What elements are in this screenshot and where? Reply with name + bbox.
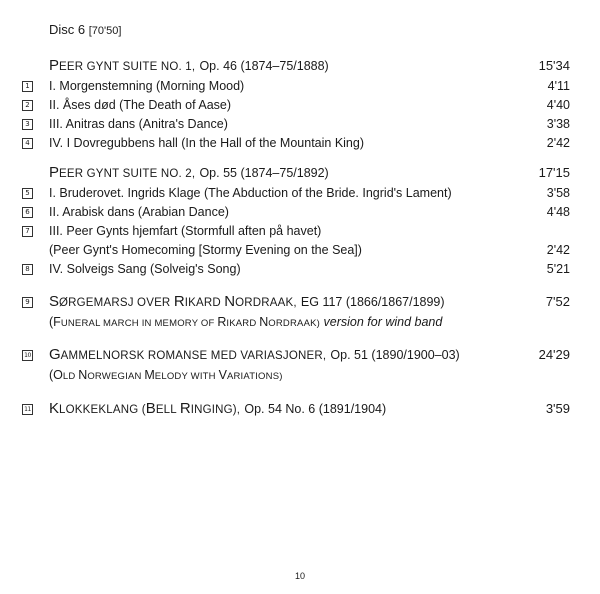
work-title: 11 KLOKKEKLANG (BELL RINGING), Op. 54 No. 6 (1891/1904) 3'59 <box>49 399 570 420</box>
work-title: PEER GYNT SUITE NO. 2, Op. 55 (1874–75/1892) 17'15 <box>49 164 570 181</box>
work-total-duration: 15'34 <box>538 58 570 73</box>
work-klokkeklang <box>24 399 570 420</box>
track-row-continued <box>49 241 570 260</box>
track-number: 5 <box>22 188 33 199</box>
work-total-duration: 3'59 <box>545 401 570 416</box>
track-row <box>25 203 570 222</box>
track-duration: 5'21 <box>546 262 570 276</box>
track-title: I. Bruderovet. Ingrids Klage (The Abduction of the Bride. Ingrid's Lament) <box>49 186 452 200</box>
work-version-note: version for wind band <box>323 315 443 329</box>
track-row <box>25 222 570 241</box>
track-duration: 3'38 <box>546 117 570 131</box>
work-title: PEER GYNT SUITE NO. 1, Op. 46 (1874–75/1888) 15'34 <box>49 57 570 74</box>
track-duration: 4'48 <box>546 205 570 219</box>
work-subtitle: (OLD NORWEGIAN MELODY WITH VARIATIONS) <box>49 368 283 382</box>
work-gammelnorsk-romanse <box>24 345 570 386</box>
track-number: 9 <box>22 297 33 308</box>
track-number: 2 <box>22 100 33 111</box>
work-peer-gynt-suite-2 <box>25 163 570 279</box>
track-title: I. Morgenstemning (Morning Mood) <box>49 79 245 93</box>
track-number: 3 <box>22 119 33 130</box>
disc-heading <box>49 22 121 37</box>
track-title: IV. Solveigs Sang (Solveig's Song) <box>49 262 241 276</box>
track-title: (Peer Gynt's Homecoming [Stormy Evening on the Sea]) <box>49 243 362 257</box>
track-number: 8 <box>22 264 33 275</box>
track-duration: 4'11 <box>547 79 570 93</box>
track-number: 10 <box>22 350 33 361</box>
track-number: 11 <box>22 404 33 415</box>
track-duration: 4'40 <box>546 98 570 112</box>
work-catalog: EG 117 (1866/1867/1899) <box>300 295 445 309</box>
work-title: 9 SØRGEMARSJ OVER RIKARD NORDRAAK, EG 117 (1866/1867/1899) 7'52 <box>49 292 570 313</box>
work-subtitle: (FUNERAL MARCH IN MEMORY OF RIKARD NORDRAAK) version for wind band <box>49 315 443 329</box>
track-duration: 3'58 <box>546 186 570 200</box>
track-title: IV. I Dovregubbens hall (In the Hall of the Mountain King) <box>49 136 365 150</box>
track-number: 4 <box>22 138 33 149</box>
track-number: 6 <box>22 207 33 218</box>
track-title: III. Anitras dans (Anitra's Dance) <box>49 117 228 131</box>
track-row <box>25 260 570 279</box>
track-duration: 2'42 <box>546 243 570 257</box>
work-opus: Op. 55 (1874–75/1892) <box>199 166 329 180</box>
work-opus: Op. 51 (1890/1900–03) <box>330 348 460 362</box>
disc-duration: [70'50] <box>88 25 122 37</box>
track-duration: 2'42 <box>546 136 570 150</box>
track-row <box>25 115 570 134</box>
track-row <box>25 77 570 96</box>
track-row <box>25 134 570 153</box>
work-total-duration: 24'29 <box>538 347 570 362</box>
track-title: II. Åses død (The Death of Aase) <box>49 98 232 112</box>
work-total-duration: 17'15 <box>538 165 570 180</box>
track-title: II. Arabisk dans (Arabian Dance) <box>49 205 229 219</box>
work-opus: Op. 46 (1874–75/1888) <box>199 59 329 73</box>
work-peer-gynt-suite-1 <box>25 56 570 153</box>
work-opus: Op. 54 No. 6 (1891/1904) <box>244 402 387 416</box>
track-row <box>25 184 570 203</box>
track-row <box>25 96 570 115</box>
page-number: 10 <box>294 571 305 581</box>
work-sorgemarsj <box>25 292 570 333</box>
track-title: III. Peer Gynts hjemfart (Stormfull aften på havet) <box>49 224 322 238</box>
work-title: 10 GAMMELNORSK ROMANSE MED VARIASJONER, Op. 51 (1890/1900–03) 24'29 <box>49 345 570 366</box>
track-number: 7 <box>22 226 33 237</box>
work-total-duration: 7'52 <box>545 294 570 309</box>
disc-label: Disc 6 <box>49 22 86 37</box>
track-number: 1 <box>22 81 33 92</box>
